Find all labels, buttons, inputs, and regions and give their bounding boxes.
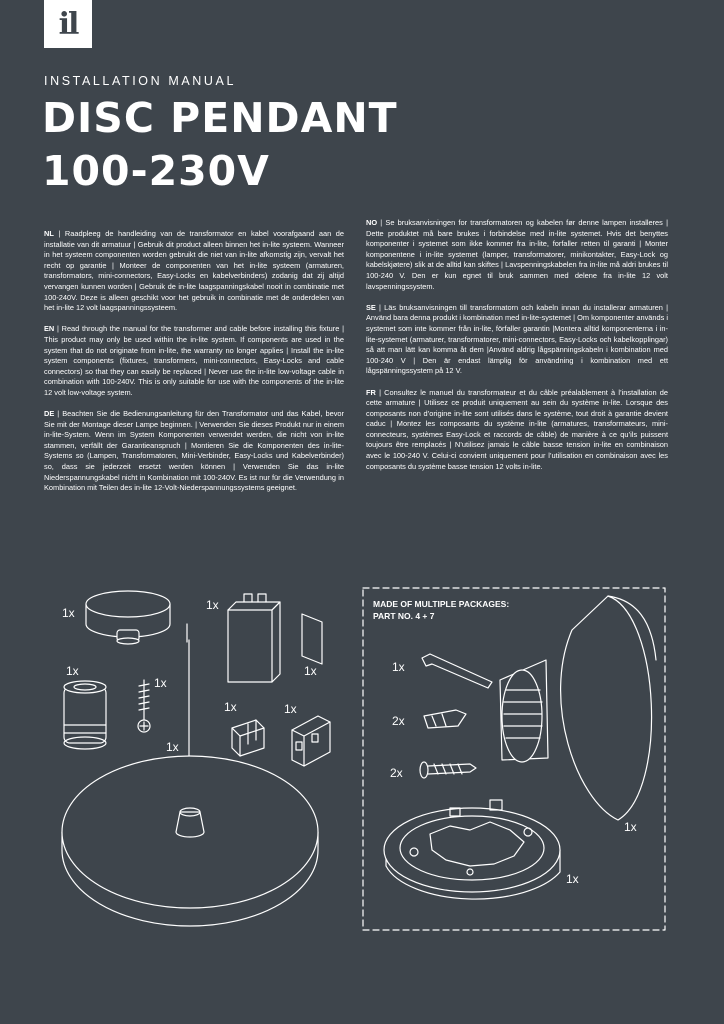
- package-label-line1: MADE OF MULTIPLE PACKAGES:: [373, 599, 510, 609]
- instruction-text: | Se bruksanvisningen for transformatoren og kabelen før denne lampen installeres | Dette produktet må bare brukes i forbindelse med in-lite systemet. Hvis det benyttes komponenter i systemet som ikke kommer fra in-lite, forfaller retten til garanti | Monter komponentene i in-lite systemet (lamper, transformatorer, minikontakter, Easy-Lock og kabelskjøtere) slik at de alltid kan skiftes | Lavspenningskabelen fra in-lite må aldri brukes til 100-240 V. Den er kun egnet til bruk sammen med delene fra in-lite 12 volt lavspenningssystem.: [366, 218, 668, 291]
- bracket-quantity: 1x: [566, 872, 579, 886]
- package-label: [373, 599, 509, 622]
- language-code: EN: [44, 324, 55, 334]
- disc-shade-illustration: [62, 756, 318, 926]
- connector-quantity: 1x: [224, 700, 237, 714]
- package-label-line2: PART NO. 4 + 7: [373, 610, 435, 621]
- screw-illustration: [138, 680, 150, 732]
- wood-screw-illustration: [420, 762, 476, 778]
- screw-quantity: 1x: [154, 676, 167, 690]
- hex-key-quantity: 1x: [392, 660, 405, 674]
- battery-box-quantity: 1x: [206, 598, 219, 612]
- wall-plug-quantity: 2x: [392, 714, 405, 728]
- wall-plug-illustration: [424, 710, 466, 728]
- language-code: NL: [44, 229, 54, 238]
- mounting-bracket-illustration: [384, 800, 560, 899]
- connector-quantity: 1x: [284, 702, 297, 716]
- language-code: DE: [44, 409, 55, 419]
- dome-illustration: [500, 596, 656, 820]
- cable-quantity: 1x: [166, 740, 179, 754]
- product-title-line2: 100-230V: [42, 147, 270, 195]
- battery-box-illustration: [228, 594, 280, 682]
- instruction-text: | Beachten Sie die Bedienungsanleitung für den Transformator und das Kabel, bevor Sie mit der Montage dieser Lampe beginnen. | Verwenden Sie dieses Produkt nur in einem in-lite-System. Wenn im System Komponenten verwendet werden, die nicht von in-lite stammen, verfällt der Garantieanspruch | Montieren Sie die Komponenten des in-lite-Systems so (Lampen, Transformatoren, Mini-Verbinder, Easy-Locks und Kabelverbinder) so, dass sie jederzeit ersetzt werden können | Verwenden Sie das in-lite Niederspannungskabel nicht in Kombination mit 100-240V. Es ist nur für die Verwendung in Kombination mit Teilen des in-lite 12-Volt-Niederspannungssystems geeignet.: [44, 409, 344, 493]
- socket-illustration: [64, 681, 106, 749]
- brand-logo: il: [44, 0, 92, 48]
- dome-quantity: 1x: [624, 820, 637, 834]
- hex-key-illustration: [422, 654, 492, 688]
- wood-screw-quantity: 2x: [390, 766, 403, 780]
- instruction-text: | Läs bruksanvisningen till transformatorn och kabeln innan du installerar armaturen | Använd bara denna produkt i kombination med in-lite-systemet | Om komponenter används i systemet som inte kommer från in-lite, förfaller garantin |Montera alltid komponenterna i in-lite-systemet (armaturer, transformatorer, mini-connectors, Easy-Locks och kabelkopplingar) så att man lätt kan komma åt dem |Använd aldrig lågspänningskabeln i kombination med 100-240 V | Den är endast lämplig för användning i kombination med ett lågspänningssystem på 12 V.: [366, 302, 668, 376]
- canopy-quantity: 1x: [62, 606, 75, 620]
- instruction-text: | Raadpleeg de handleiding van de transformator en kabel voorafgaand aan de installatie van dit armatuur | Gebruik dit product alleen binnen het in-lite systeem. Wanneer in het systeem componenten worden gebruikt die niet van in-lite afkomstig zijn, vervalt het recht op garantie | Monteer de componenten van het in-lite systeem (armaturen, transformators, mini-connectors, Easy-Locks en kabelverbinders) zodanig dat zij altijd vervangen kunnen worden | Gebruik de in-lite laagspanningskabel nooit in combinatie met 100-240V. Deze is alleen geschikt voor het gebruik in combinatie met de onderdelen van het in-lite 12 volt laagspanningssysteem.: [44, 229, 344, 313]
- connector-illustration: [292, 716, 330, 766]
- language-code: FR: [366, 387, 376, 397]
- document-subtitle: INSTALLATION MANUAL: [44, 74, 237, 88]
- language-code: SE: [366, 302, 376, 312]
- product-title-line1: DISC PENDANT: [42, 94, 398, 142]
- canopy-illustration: [86, 591, 170, 644]
- instruction-text: | Read through the manual for the transformer and cable before installing this fixture | This product may only be used within the in-lite system. If components are used in the system that do not originate from in-lite, the warranty no longer applies | Install the in-lite system components (fixtures, transformers, mini-connectors, Easy-Locks and cable connectors) so that they can easily be replaced | Never use the in-lite low-voltage cable in combination with 100-240V. This is only suitable for use with the components of the in-lite 12 volt low-voltage system.: [44, 324, 344, 397]
- instruction-text: | Consultez le manuel du transformateur et du câble préalablement à l’installation de cette armature | Utilisez ce produit uniquement au sein du système in-lite. Lorsque des composants non d’origine in-lite sont utilisés dans le système, tout droit à garantie devient caduc | Montez les composants du système in-lite (armatures, transformateurs, mini-connecteurs, systèmes Easy-Lock et raccords de câble) de manière à ce qu’ils puissent toujours être remplacés | N’utilisez jamais le câble basse tension in-lite en combinaison avec le 100-240 V. Celui-ci convient uniquement pour l’utilisation en combinaison avec les composants du système basse tension 12 volts in-lite.: [366, 387, 668, 471]
- card-illustration: [302, 614, 322, 664]
- socket-quantity: 1x: [66, 664, 79, 678]
- connector-illustration: [232, 720, 264, 756]
- card-quantity: 1x: [304, 664, 317, 678]
- language-code: NO: [366, 218, 378, 227]
